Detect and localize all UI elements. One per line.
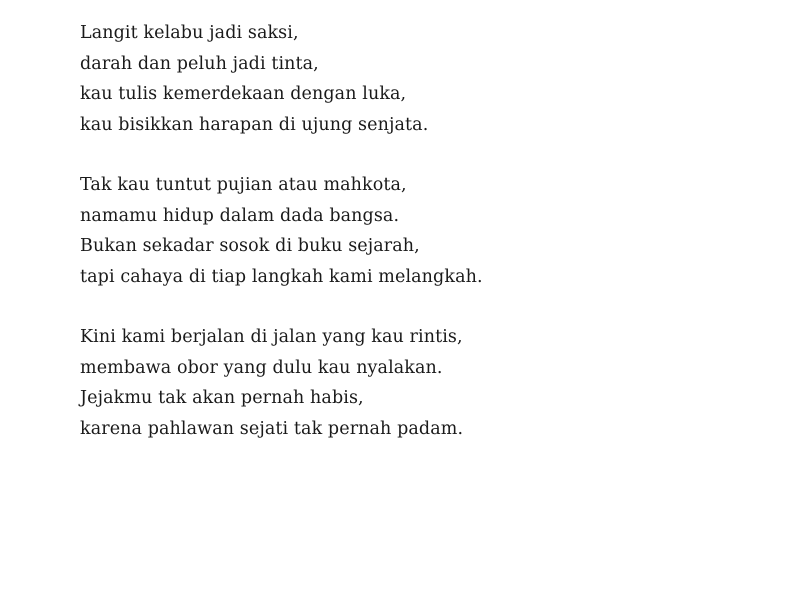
- poem-line: Bukan sekadar sosok di buku sejarah,: [80, 236, 420, 256]
- poem-body: [80, 18, 740, 444]
- poem-line: Jejakmu tak akan pernah habis,: [80, 388, 364, 408]
- poem-stanza: [80, 170, 740, 292]
- poem-line: kau tulis kemerdekaan dengan luka,: [80, 84, 407, 104]
- poem-line: kau bisikkan harapan di ujung senjata.: [80, 114, 429, 135]
- poem-line: tapi cahaya di tiap langkah kami melangkah.: [80, 266, 483, 287]
- poem-stanza: [80, 322, 740, 444]
- poem-line: karena pahlawan sejati tak pernah padam.: [80, 418, 464, 439]
- poem-line: darah dan peluh jadi tinta,: [80, 53, 319, 74]
- poem-stanza: [80, 18, 740, 140]
- poem-line: membawa obor yang dulu kau nyalakan.: [80, 357, 443, 378]
- poem-line: Langit kelabu jadi saksi,: [80, 23, 299, 43]
- poem-line: Kini kami berjalan di jalan yang kau rintis,: [80, 327, 463, 347]
- poem-line: namamu hidup dalam dada bangsa.: [80, 205, 400, 226]
- poem-line: Tak kau tuntut pujian atau mahkota,: [80, 175, 407, 195]
